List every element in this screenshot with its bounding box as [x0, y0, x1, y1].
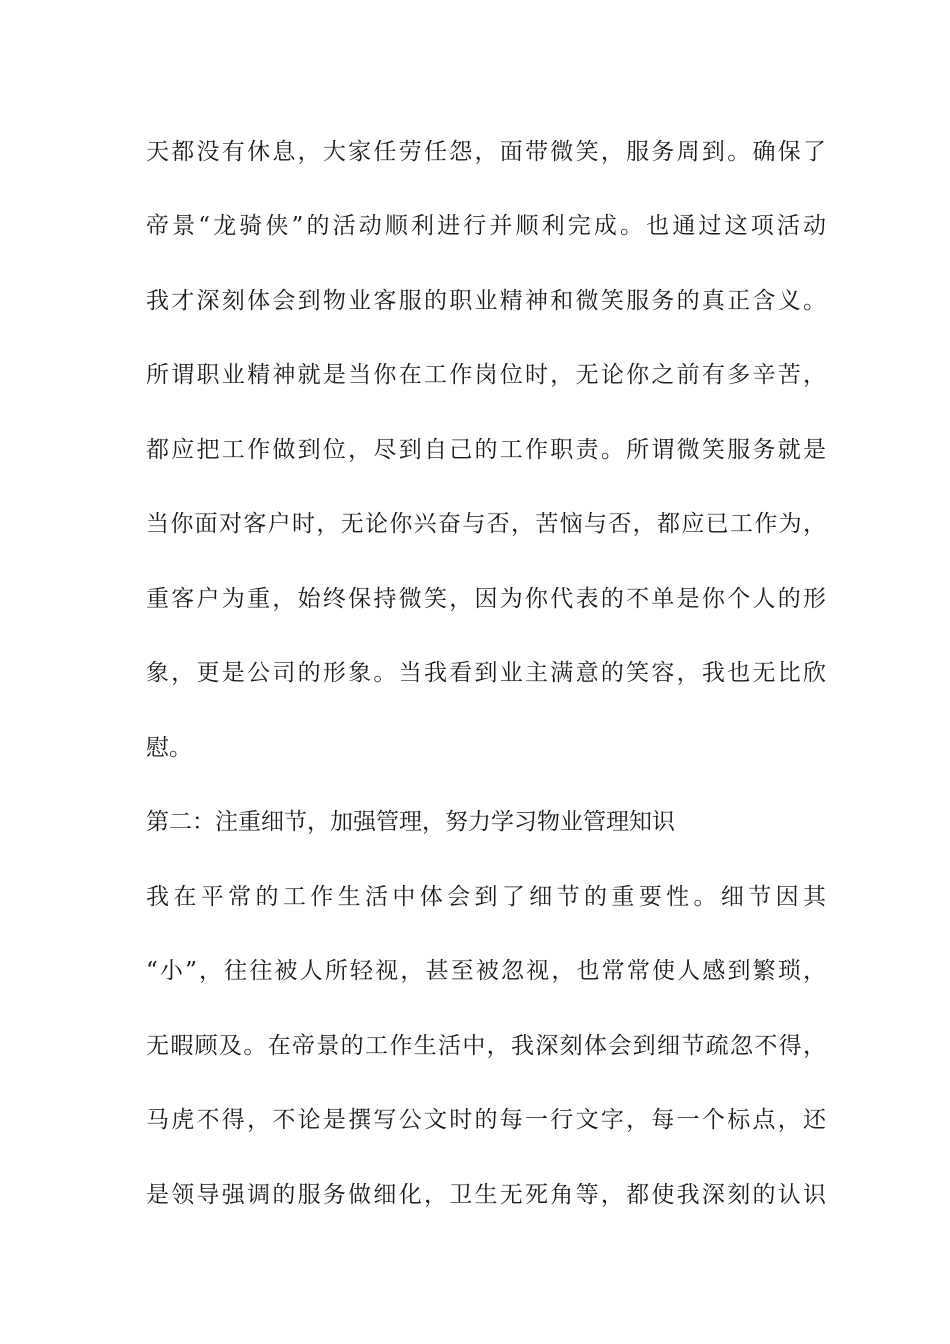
text-line-4: 所谓职业精神就是当你在工作岗位时，无论你之前有多辛苦，	[146, 362, 826, 388]
text-line-2: 帝景“龙骑侠”的活动顺利进行并顺利完成。也通过这项活动	[146, 213, 826, 239]
text-line-7: 重客户为重，始终保持微笑，因为你代表的不单是你个人的形	[146, 586, 826, 612]
text-line-9: 慰。	[146, 735, 192, 761]
text-line-8: 象，更是公司的形象。当我看到业主满意的笑容，我也无比欣	[146, 660, 826, 686]
text-line-14: 马虎不得，不论是撰写公文时的每一行文字，每一个标点，还	[146, 1107, 826, 1133]
text-line-15: 是领导强调的服务做细化，卫生无死角等，都使我深刻的认识	[146, 1182, 826, 1208]
text-line-12: “小”，往往被人所轻视，甚至被忽视，也常常使人感到繁琐，	[146, 958, 826, 984]
text-line-13: 无暇顾及。在帝景的工作生活中，我深刻体会到细节疏忽不得，	[146, 1033, 826, 1059]
text-line-11: 我在平常的工作生活中体会到了细节的重要性。细节因其	[146, 884, 826, 910]
text-line-5: 都应把工作做到位，尽到自己的工作职责。所谓微笑服务就是	[146, 437, 826, 463]
text-line-1: 天都没有休息，大家任劳任怨，面带微笑，服务周到。确保了	[146, 139, 826, 165]
text-line-3: 我才深刻体会到物业客服的职业精神和微笑服务的真正含义。	[146, 288, 826, 314]
section-heading: 第二：注重细节，加强管理，努力学习物业管理知识	[146, 809, 675, 835]
text-line-6: 当你面对客户时，无论你兴奋与否，苦恼与否，都应已工作为，	[146, 511, 826, 537]
